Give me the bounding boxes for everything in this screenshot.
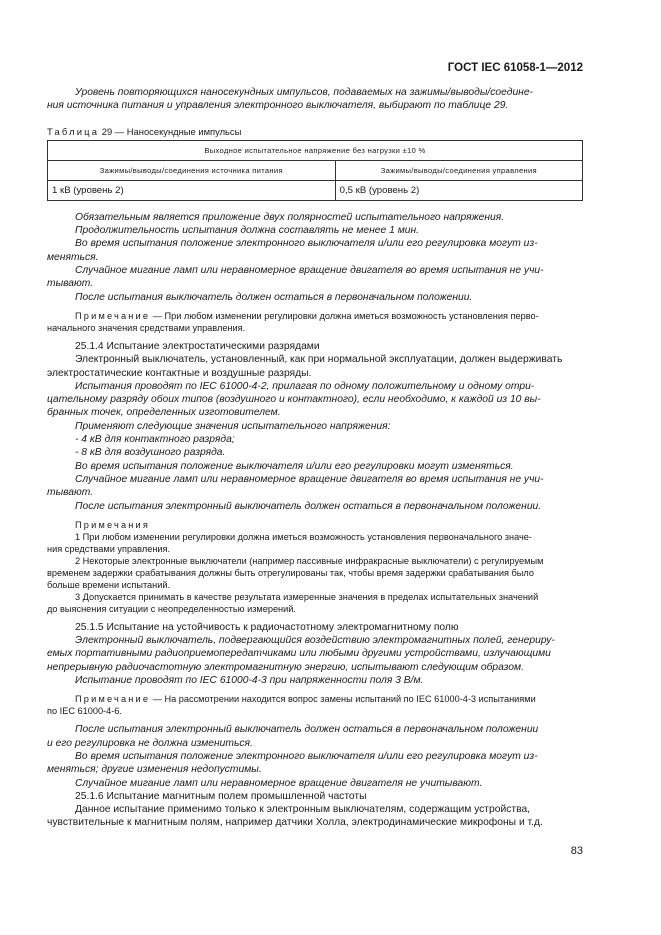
intro-line-2: ния источника питания и управления электронного выключателя, выбирают по таблице 29. <box>47 100 509 112</box>
s1515-line: непрерывную радиочастотную электромагнитную энергию, испытывают следующим образом. <box>47 661 524 673</box>
table-top-header: Выходное испытательное напряжение без нагрузки ±10 % <box>48 140 583 160</box>
block1-line: Продолжительность испытания должна составлять не менее 1 мин. <box>75 225 420 237</box>
table-cell-value-1: 1 кВ (уровень 2) <box>48 180 336 200</box>
block1-line: После испытания выключатель должен остаться в первоначальном положении. <box>75 291 473 303</box>
s1514-line: электростатические контактные и воздушные разряды. <box>47 367 312 379</box>
table-col-header-2: Зажимы/выводы/соединения управления <box>335 160 582 180</box>
notes-2-item: ния средствами управления. <box>47 543 171 554</box>
s1514-list-item: - 4 кВ для контактного разряда; <box>75 434 235 446</box>
page-number: 83 <box>570 845 583 857</box>
intro-line-1: Уровень повторяющихся наносекундных импульсов, подаваемых на зажимы/выводы/соедине- <box>75 87 534 98</box>
s1514-line: Электронный выключатель, установленный, как при нормальной эксплуатации, должен выдерживать <box>75 354 563 366</box>
block1-line: Обязательным является приложение двух полярностей испытательного напряжения. <box>75 211 505 223</box>
table-caption: Таблица 29 — Наносекундные импульсы <box>47 125 242 137</box>
table-29 <box>47 140 583 201</box>
notes-2-item: до выяснения ситуации с неопределенностью измерений. <box>47 603 296 614</box>
notes-2-label: Примечания <box>75 519 151 530</box>
block1-line: тывают. <box>47 278 94 290</box>
notes-2-item: больше времени испытаний. <box>47 579 171 590</box>
s1514-line: После испытания электронный выключатель должен остаться в первоначальном положении. <box>75 500 542 512</box>
s1514-line: Случайное мигание ламп или неравномерное вращение двигателя во время испытания не учи- <box>75 473 544 485</box>
s1516-line: чувствительные к магнитным полям, например датчики Холла, электродинамические микрофоны и т.д. <box>47 817 543 829</box>
s1515-line: меняться; другие изменения недопустимы. <box>47 764 262 776</box>
note-1: Примечание — При любом изменении регулировки должна иметься возможность установления перво- <box>75 310 539 321</box>
section-25-1-6-heading: 25.1.6 Испытание магнитным полем промышленной частоты <box>75 790 367 802</box>
page-content <box>47 86 583 830</box>
s1514-line: тывают. <box>47 487 94 499</box>
notes-2-item: 3 Допускается принимать в качестве результата измеренные значения в пределах испытательных значений <box>75 591 539 602</box>
section-25-1-5-heading: 25.1.5 Испытание на устойчивость к радиочастотному электромагнитному полю <box>75 621 459 633</box>
s1515-line: Случайное мигание ламп или неравномерное вращение двигателя не учитывают. <box>75 777 483 789</box>
s1515-line: Во время испытания положение электронного выключателя и/или его регулировка могут из- <box>75 750 538 762</box>
note-s1515-cont: по IEC 61000-4-6. <box>47 706 122 717</box>
s1514-list-item: - 8 кВ для воздушного разряда. <box>75 447 226 459</box>
s1514-line: Во время испытания положение выключателя и/или его регулировки могут изменяться. <box>75 460 514 472</box>
standard-header: ГОСТ IEC 61058-1—2012 <box>447 62 583 74</box>
s1514-line: цательному разряду обоих типов (воздушного и контактного), если необходимо, к каждой из 10 вы- <box>47 394 541 406</box>
s1514-line: бранных точек, определенных изготовителем. <box>47 407 281 419</box>
table-col-header-1: Зажимы/выводы/соединения источника питания <box>48 160 336 180</box>
s1514-line: Применяют следующие значения испытательного напряжения: <box>75 420 391 432</box>
s1514-line: Испытания проводят по IEC 61000-4-2, прилагая по одному положительному и одному отри- <box>75 380 535 392</box>
s1515-line: После испытания электронный выключатель должен остаться в первоначальном положении <box>75 724 539 736</box>
note-1-cont: начального значения средствами управления. <box>47 322 246 333</box>
notes-2-item: 1 При любом изменении регулировки должна иметься возможность установления первоначального значе- <box>75 531 532 542</box>
block1-line: Случайное мигание ламп или неравномерное вращение двигателя во время испытания не учи- <box>75 265 544 277</box>
section-25-1-4-heading: 25.1.4 Испытание электростатическими разрядами <box>75 340 320 352</box>
s1515-line: Испытание проводят по IEC 61000-4-3 при напряженности поля 3 В/м. <box>75 675 424 687</box>
s1515-line: Электронный выключатель, подвергающийся воздействию электромагнитных полей, генериру- <box>75 635 555 647</box>
table-cell-value-2: 0,5 кВ (уровень 2) <box>335 180 582 200</box>
note-s1515: Примечание — На рассмотрении находится вопрос замены испытаний по IEC 61000-4-3 испытаниями <box>75 694 536 705</box>
notes-2-item: 2 Некоторые электронные выключатели (например пассивные инфракрасные выключатели) с регулируемым <box>75 555 544 566</box>
s1515-line: емых портативными радиоприемопередатчиками или любыми другими устройствами, излучающими <box>47 648 551 660</box>
s1516-line: Данное испытание применимо только к электронным выключателям, содержащим устройства, <box>75 804 531 816</box>
block1-line: меняться. <box>47 251 99 263</box>
notes-2-item: временем задержки срабатывания должны быть отрегулированы так, чтобы время задержки срабатывания было <box>47 567 534 578</box>
block1-line: Во время испытания положение электронного выключателя и/или его регулировка могут из- <box>75 238 538 250</box>
s1515-line: и его регулировка не должна измениться. <box>47 737 253 749</box>
